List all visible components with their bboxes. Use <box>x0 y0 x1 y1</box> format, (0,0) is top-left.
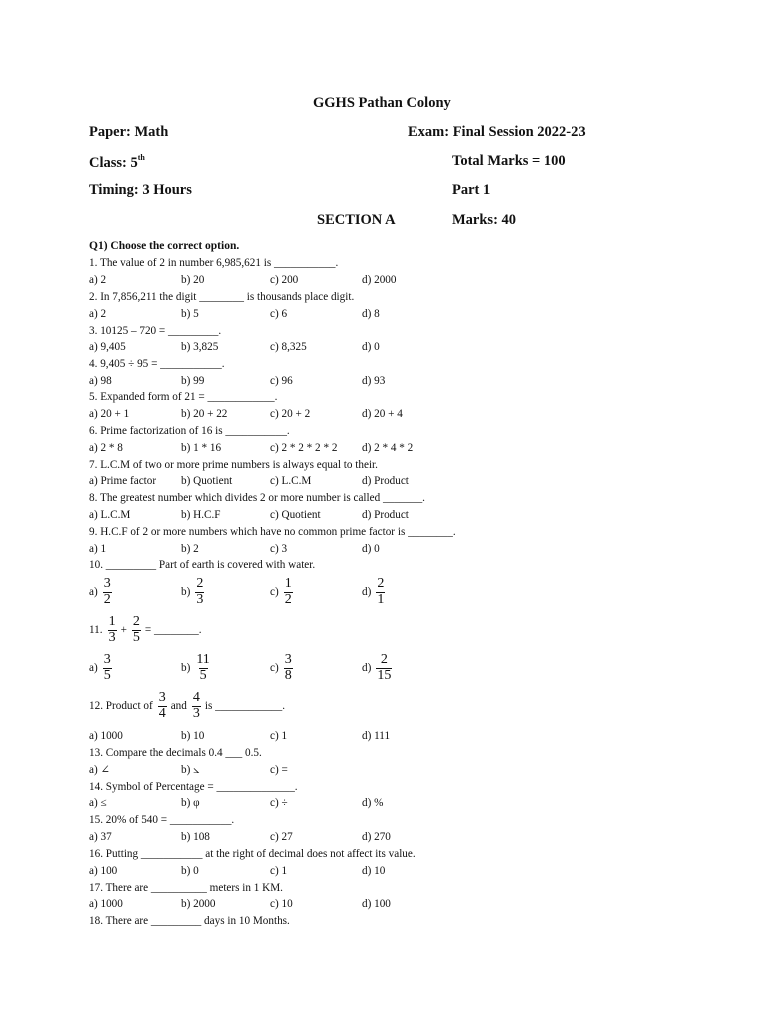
numerator: 11 <box>196 652 210 667</box>
question-12 <box>89 691 285 721</box>
option-a: a) 2 <box>89 308 107 320</box>
question-15: 15. 20% of 540 = ___________. <box>89 814 235 826</box>
option-a: a) 2 * 8 <box>89 442 123 454</box>
options-3 <box>89 342 529 357</box>
option-b: b) 10 <box>181 730 205 742</box>
question-8: 8. The greatest number which divides 2 or more number is called _______. <box>89 492 425 504</box>
question-11 <box>89 615 202 645</box>
class-superscript: th <box>137 153 145 162</box>
option-c <box>270 577 293 607</box>
fraction <box>376 653 392 683</box>
question-6: 6. Prime factorization of 16 is ___________. <box>89 425 290 437</box>
option-b: b) Quotient <box>181 475 233 487</box>
options-17 <box>89 899 529 914</box>
numerator: 3 <box>103 652 111 667</box>
exam-label: Exam: Final Session 2022-23 <box>408 124 586 140</box>
question-7: 7. L.C.M of two or more prime numbers is always equal to their. <box>89 459 378 471</box>
school-name: GGHS Pathan Colony <box>313 95 451 111</box>
option-d: d) % <box>362 797 384 809</box>
option-b <box>181 577 204 607</box>
question-1: 1. The value of 2 in number 6,985,621 is ___________. <box>89 257 339 269</box>
option-d: d) 20 + 4 <box>362 408 403 420</box>
option-c: c) ÷ <box>270 797 288 809</box>
numerator: 3 <box>103 576 111 591</box>
question-2: 2. In 7,856,211 the digit ________ is thousands place digit. <box>89 291 355 303</box>
option-c: c) 1 <box>270 730 288 742</box>
numerator: 1 <box>284 576 292 591</box>
option-c: c) 20 + 2 <box>270 408 311 420</box>
fraction <box>195 653 210 683</box>
denominator: 5 <box>103 667 111 683</box>
question-18: 18. There are _________ days in 10 Months. <box>89 915 290 927</box>
options-12 <box>89 731 529 746</box>
options-5 <box>89 409 529 424</box>
fraction <box>103 577 112 607</box>
section-title: SECTION A <box>317 212 396 228</box>
option-d: d) 8 <box>362 308 380 320</box>
class-text: Class: 5 <box>89 155 138 171</box>
option-a: a) 1000 <box>89 898 123 910</box>
options-9 <box>89 544 529 559</box>
fraction <box>376 577 385 607</box>
fraction <box>284 577 293 607</box>
numerator: 2 <box>196 576 204 591</box>
section-marks: Marks: 40 <box>452 212 517 228</box>
denominator: 3 <box>192 705 200 721</box>
total-marks: Total Marks = 100 <box>452 153 566 169</box>
option-a: a) 2 <box>89 274 107 286</box>
option-label: c) <box>270 662 279 675</box>
option-a: a) 100 <box>89 865 118 877</box>
paper-label: Paper: Math <box>89 124 169 140</box>
option-b: b) 2 <box>181 543 199 555</box>
option-b: b) 99 <box>181 375 205 387</box>
numerator: 2 <box>132 614 140 629</box>
numerator: 1 <box>108 614 116 629</box>
option-d <box>362 577 385 607</box>
options-11 <box>89 653 529 689</box>
numerator: 2 <box>377 576 385 591</box>
option-d: d) 0 <box>362 341 380 353</box>
option-a: a) Prime factor <box>89 475 157 487</box>
and-word: and <box>170 700 187 713</box>
denominator: 3 <box>108 629 116 645</box>
option-c: c) 1 <box>270 865 288 877</box>
option-label: b) <box>181 586 191 599</box>
option-label: b) <box>181 662 191 675</box>
option-a: a) 9,405 <box>89 341 126 353</box>
options-13 <box>89 765 529 780</box>
option-b: b) 1 * 16 <box>181 442 222 454</box>
options-14 <box>89 798 529 813</box>
option-label: d) <box>362 586 372 599</box>
question-14: 14. Symbol of Percentage = ______________. <box>89 781 298 793</box>
option-a: a) ≤ <box>89 797 107 809</box>
class-label <box>89 153 145 172</box>
options-15 <box>89 832 529 847</box>
question-3: 3. 10125 – 720 = _________. <box>89 325 222 337</box>
denominator: 15 <box>377 667 392 683</box>
question-16: 16. Putting ___________ at the right of decimal does not affect its value. <box>89 848 416 860</box>
denominator: 1 <box>377 591 385 607</box>
option-d: d) 100 <box>362 898 391 910</box>
denominator: 3 <box>196 591 204 607</box>
option-d: d) Product <box>362 475 409 487</box>
option-c: c) = <box>270 764 288 776</box>
option-a <box>89 577 112 607</box>
fraction <box>195 577 204 607</box>
options-1 <box>89 275 529 290</box>
option-b: b) 5 <box>181 308 199 320</box>
option-b: b) 3,825 <box>181 341 219 353</box>
q12-suffix: is ____________. <box>204 700 286 713</box>
q11-suffix: = ________. <box>144 624 202 637</box>
option-a: a) 37 <box>89 831 112 843</box>
option-c: c) 96 <box>270 375 293 387</box>
q1-heading: Q1) Choose the correct option. <box>89 240 240 252</box>
options-10 <box>89 577 529 613</box>
numerator: 3 <box>158 690 166 705</box>
option-label: c) <box>270 586 279 599</box>
question-5: 5. Expanded form of 21 = ____________. <box>89 391 278 403</box>
option-a: a) 1 <box>89 543 107 555</box>
option-d: d) Product <box>362 509 409 521</box>
q11-prefix: 11. <box>89 624 103 637</box>
option-a: a) ∠ <box>89 764 110 776</box>
option-d: d) 270 <box>362 831 391 843</box>
option-c <box>270 653 293 683</box>
question-9: 9. H.C.F of 2 or more numbers which have no common prime factor is ________. <box>89 526 456 538</box>
option-b: b) 0 <box>181 865 199 877</box>
option-d: d) 2 * 4 * 2 <box>362 442 414 454</box>
option-a: a) L.C.M <box>89 509 131 521</box>
denominator: 4 <box>158 705 166 721</box>
option-b: b) 108 <box>181 831 210 843</box>
numerator: 4 <box>192 690 200 705</box>
denominator: 2 <box>103 591 111 607</box>
option-d: d) 111 <box>362 730 391 742</box>
option-b: b) 2000 <box>181 898 216 910</box>
plus-sign: + <box>120 624 127 637</box>
question-10: 10. _________ Part of earth is covered with water. <box>89 559 316 571</box>
denominator: 8 <box>284 667 292 683</box>
options-16 <box>89 866 529 881</box>
fraction <box>284 653 293 683</box>
timing-label: Timing: 3 Hours <box>89 182 192 198</box>
options-7 <box>89 476 529 491</box>
option-c: c) 10 <box>270 898 293 910</box>
option-d: d) 0 <box>362 543 380 555</box>
fraction <box>108 615 117 645</box>
fraction <box>192 691 201 721</box>
question-13: 13. Compare the decimals 0.4 ___ 0.5. <box>89 747 262 759</box>
option-a: a) 98 <box>89 375 112 387</box>
option-d: d) 10 <box>362 865 386 877</box>
options-2 <box>89 309 529 324</box>
option-label: d) <box>362 662 372 675</box>
option-c: c) Quotient <box>270 509 321 521</box>
option-b: b) H.C.F <box>181 509 221 521</box>
option-a <box>89 653 112 683</box>
option-b: b) φ <box>181 797 200 809</box>
option-b <box>181 653 211 683</box>
option-d: d) 93 <box>362 375 386 387</box>
question-4: 4. 9,405 ÷ 95 = ___________. <box>89 358 225 370</box>
q12-prefix: 12. Product of <box>89 700 153 713</box>
fraction <box>103 653 112 683</box>
options-6 <box>89 443 529 458</box>
option-b: b) ⦣ <box>181 764 200 776</box>
option-c: c) 27 <box>270 831 293 843</box>
part-label: Part 1 <box>452 182 491 198</box>
options-8 <box>89 510 529 525</box>
denominator: 5 <box>199 667 207 683</box>
option-c: c) 6 <box>270 308 288 320</box>
option-a: a) 20 + 1 <box>89 408 130 420</box>
option-b: b) 20 <box>181 274 205 286</box>
option-label: a) <box>89 586 98 599</box>
question-17: 17. There are __________ meters in 1 KM. <box>89 882 283 894</box>
numerator: 2 <box>380 652 388 667</box>
option-c: c) 2 * 2 * 2 * 2 <box>270 442 338 454</box>
option-c: c) 200 <box>270 274 299 286</box>
option-label: a) <box>89 662 98 675</box>
option-d: d) 2000 <box>362 274 397 286</box>
fraction <box>132 615 141 645</box>
option-d <box>362 653 392 683</box>
option-c: c) 3 <box>270 543 288 555</box>
option-b: b) 20 + 22 <box>181 408 228 420</box>
fraction <box>158 691 167 721</box>
option-c: c) 8,325 <box>270 341 307 353</box>
options-4 <box>89 376 529 391</box>
denominator: 5 <box>132 629 140 645</box>
option-c: c) L.C.M <box>270 475 312 487</box>
numerator: 3 <box>284 652 292 667</box>
option-a: a) 1000 <box>89 730 123 742</box>
denominator: 2 <box>284 591 292 607</box>
